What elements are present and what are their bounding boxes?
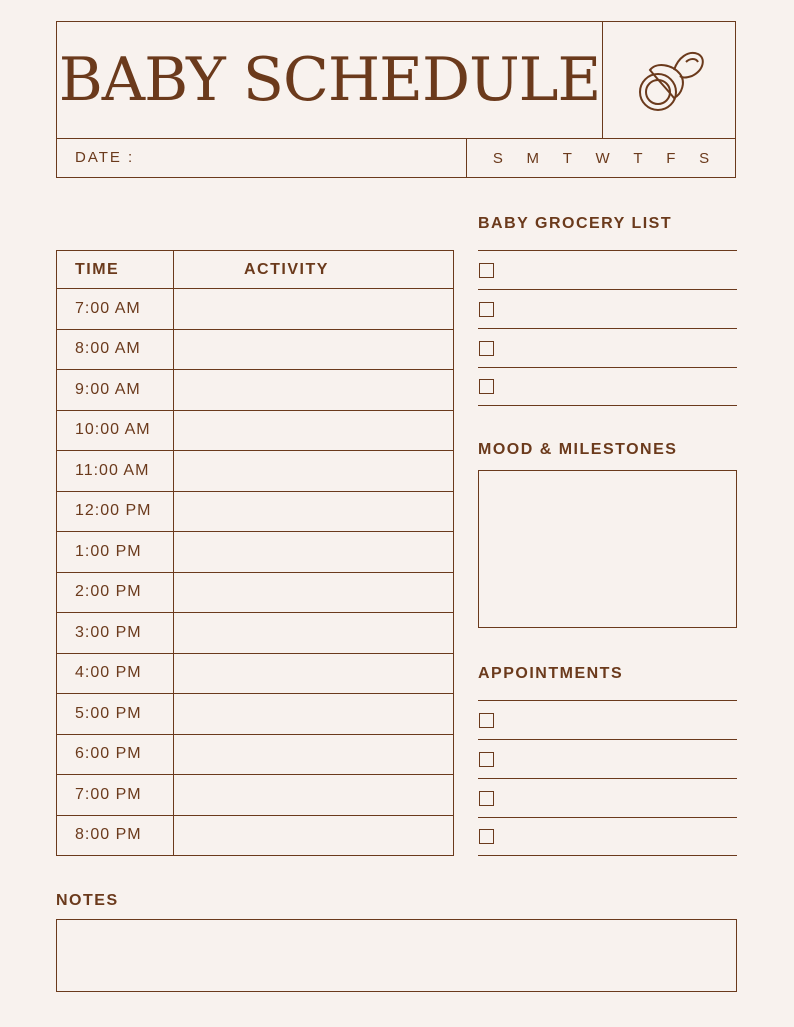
table-row xyxy=(57,653,453,694)
mood-milestones-title: MOOD & MILESTONES xyxy=(478,441,678,458)
activity-cell[interactable] xyxy=(174,775,453,815)
checkbox[interactable] xyxy=(479,379,494,394)
day-saturday[interactable]: S xyxy=(699,150,710,167)
date-row xyxy=(57,138,735,178)
day-thursday[interactable]: T xyxy=(633,150,643,167)
list-item[interactable] xyxy=(478,250,737,289)
day-friday[interactable]: F xyxy=(666,150,676,167)
table-row xyxy=(57,734,453,775)
notes-title: NOTES xyxy=(56,892,119,909)
activity-cell[interactable] xyxy=(174,330,453,370)
notes-box[interactable] xyxy=(56,919,737,992)
day-tuesday[interactable]: T xyxy=(562,150,572,167)
day-wednesday[interactable]: W xyxy=(595,150,610,167)
page-title: BABY SCHEDULE xyxy=(57,22,603,138)
activity-cell[interactable] xyxy=(174,735,453,775)
schedule-table xyxy=(56,250,454,856)
appointments-title: APPOINTMENTS xyxy=(478,665,624,682)
grocery-checklist xyxy=(478,250,737,406)
table-row xyxy=(57,774,453,815)
pacifier-icon xyxy=(630,40,710,120)
time-cell: 7:00 AM xyxy=(57,289,174,329)
icon-cell xyxy=(603,22,736,138)
time-cell: 11:00 AM xyxy=(57,451,174,491)
table-row xyxy=(57,693,453,734)
grocery-list-title: BABY GROCERY LIST xyxy=(478,215,673,232)
table-header-row xyxy=(57,251,453,288)
activity-cell[interactable] xyxy=(174,370,453,410)
activity-cell[interactable] xyxy=(174,289,453,329)
activity-cell[interactable] xyxy=(174,694,453,734)
activity-cell[interactable] xyxy=(174,613,453,653)
day-monday[interactable]: M xyxy=(526,150,540,167)
list-item[interactable] xyxy=(478,328,737,367)
activity-cell[interactable] xyxy=(174,492,453,532)
list-item[interactable] xyxy=(478,289,737,328)
activity-cell[interactable] xyxy=(174,411,453,451)
table-row xyxy=(57,531,453,572)
activity-cell[interactable] xyxy=(174,573,453,613)
time-cell: 10:00 AM xyxy=(57,411,174,451)
activity-cell[interactable] xyxy=(174,654,453,694)
activity-cell[interactable] xyxy=(174,451,453,491)
table-row xyxy=(57,288,453,329)
table-row xyxy=(57,572,453,613)
time-cell: 2:00 PM xyxy=(57,573,174,613)
time-cell: 8:00 AM xyxy=(57,330,174,370)
activity-column-header: ACTIVITY xyxy=(244,260,329,278)
time-cell: 12:00 PM xyxy=(57,492,174,532)
checkbox[interactable] xyxy=(479,713,494,728)
list-item[interactable] xyxy=(478,739,737,778)
time-cell: 7:00 PM xyxy=(57,775,174,815)
checkbox[interactable] xyxy=(479,263,494,278)
checkbox[interactable] xyxy=(479,752,494,767)
checkbox[interactable] xyxy=(479,791,494,806)
list-item[interactable] xyxy=(478,700,737,739)
list-item[interactable] xyxy=(478,778,737,817)
time-cell: 5:00 PM xyxy=(57,694,174,734)
checkbox[interactable] xyxy=(479,302,494,317)
list-item[interactable] xyxy=(478,817,737,856)
table-row xyxy=(57,491,453,532)
checkbox[interactable] xyxy=(479,829,494,844)
weekday-picker xyxy=(466,139,735,178)
list-item[interactable] xyxy=(478,367,737,406)
table-row xyxy=(57,450,453,491)
table-row xyxy=(57,410,453,451)
table-row xyxy=(57,612,453,653)
activity-cell[interactable] xyxy=(174,816,453,856)
date-label: DATE : xyxy=(75,149,135,166)
time-cell: 6:00 PM xyxy=(57,735,174,775)
time-cell: 4:00 PM xyxy=(57,654,174,694)
time-cell: 1:00 PM xyxy=(57,532,174,572)
appointments-checklist xyxy=(478,700,737,856)
checkbox[interactable] xyxy=(479,341,494,356)
time-cell: 3:00 PM xyxy=(57,613,174,653)
table-row xyxy=(57,369,453,410)
table-row xyxy=(57,815,453,856)
activity-cell[interactable] xyxy=(174,532,453,572)
mood-milestones-box[interactable] xyxy=(478,470,737,628)
time-cell: 8:00 PM xyxy=(57,816,174,856)
table-row xyxy=(57,329,453,370)
day-sunday[interactable]: S xyxy=(492,150,503,167)
time-cell: 9:00 AM xyxy=(57,370,174,410)
time-column-header: TIME xyxy=(57,251,174,288)
header-box xyxy=(56,21,736,178)
